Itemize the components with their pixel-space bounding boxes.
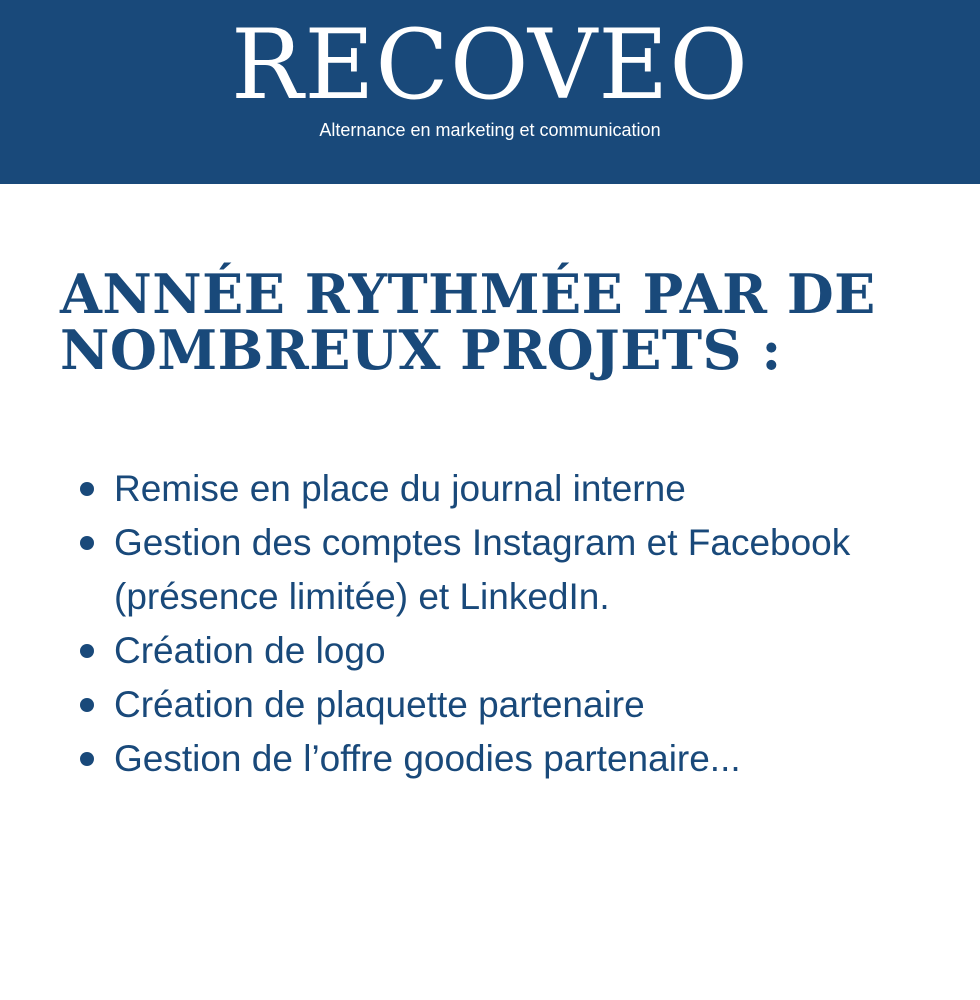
bullet-dot-icon — [80, 752, 94, 766]
list-item-text: Gestion des comptes Instagram et Facebook (présence limitée) et LinkedIn. — [114, 522, 851, 617]
list-item — [78, 516, 958, 624]
bullet-dot-icon — [80, 698, 94, 712]
tagline: Alternance en marketing et communication — [319, 120, 661, 140]
list-item-text: Remise en place du journal interne — [114, 468, 686, 509]
projects-list — [78, 462, 958, 786]
list-item-text: Gestion de l’offre goodies partenaire... — [114, 738, 741, 779]
list-item — [78, 678, 958, 732]
bullet-dot-icon — [80, 644, 94, 658]
brand-logo-text: RECOVEO — [231, 9, 749, 121]
bullet-dot-icon — [80, 536, 94, 550]
list-item — [78, 624, 958, 678]
list-item — [78, 732, 958, 786]
bullet-dot-icon — [80, 482, 94, 496]
list-item-text: Création de logo — [114, 630, 386, 671]
list-item-text: Création de plaquette partenaire — [114, 684, 645, 725]
header-banner — [0, 0, 980, 184]
section-heading: ANNÉE RYTHMÉE PAR DE NOMBREUX PROJETS : — [60, 262, 876, 382]
list-item — [78, 462, 958, 516]
